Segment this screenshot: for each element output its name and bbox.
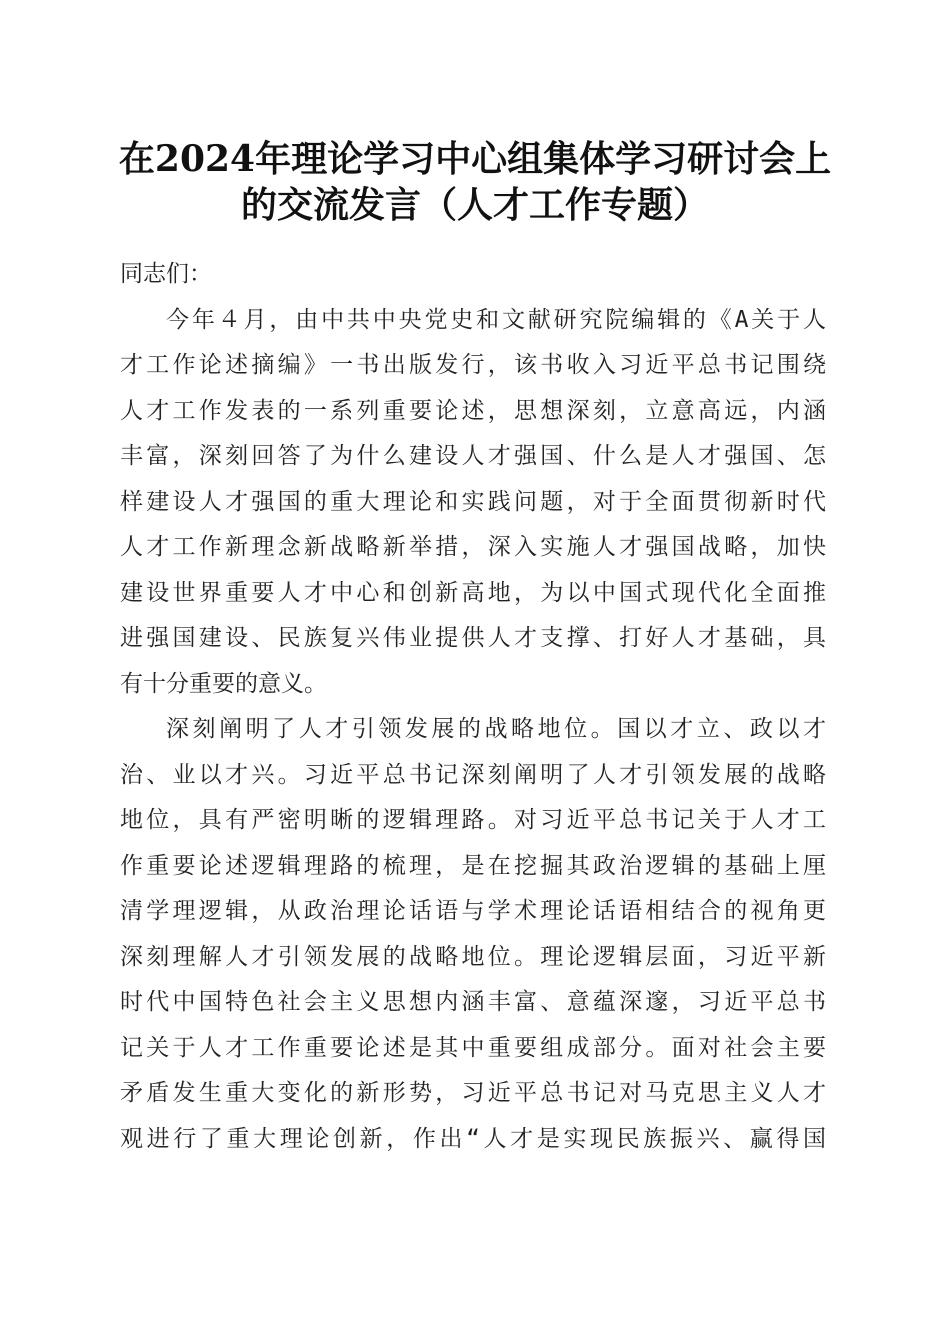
- paragraph-line: 才工作论述摘编》一书出版发行，该书收入习近平总书记围绕: [120, 352, 826, 378]
- title-line-1: 在2024年理论学习中心组集体学习研讨会上: [118, 138, 832, 180]
- paragraph-line: 治、业以才兴。习近平总书记深刻阐明了人才引领发展的战略: [120, 761, 826, 788]
- paragraph-1: [120, 298, 826, 708]
- paragraph-line: 今年４月，由中共中央党史和文献研究院编辑的《A关于人: [166, 306, 826, 333]
- paragraph-line: 有十分重要的意义。: [120, 670, 327, 697]
- paragraph-line: 清学理逻辑，从政治理论话语与学术理论话语相结合的视角更: [120, 898, 826, 924]
- paragraph-line: 进强国建设、民族复兴伟业提供人才支撑、打好人才基础，具: [120, 625, 826, 651]
- paragraph-line: 深刻阐明了人才引领发展的战略地位。国以才立、政以才: [166, 716, 826, 742]
- paragraph-line: 建设世界重要人才中心和创新高地，为以中国式现代化全面推: [120, 579, 826, 606]
- paragraph-line: 人才工作新理念新战略新举措，深入实施人才强国战略，加快: [120, 534, 826, 560]
- title-line-2: 的交流发言（人才工作专题）: [240, 184, 709, 226]
- paragraph-line: 样建设人才强国的重大理论和实践问题，对于全面贯彻新时代: [120, 488, 826, 515]
- paragraph-line: 深刻理解人才引领发展的战略地位。理论逻辑层面，习近平新: [120, 943, 826, 970]
- paragraph-line: 作重要论述逻辑理路的梳理，是在挖掘其政治逻辑的基础上厘: [120, 852, 826, 879]
- paragraph-line: 记关于人才工作重要论述是其中重要组成部分。面对社会主要: [120, 1034, 826, 1061]
- paragraph-line: 人才工作发表的一系列重要论述，思想深刻，立意高远，内涵: [120, 397, 826, 424]
- paragraph-2: [120, 707, 826, 1162]
- paragraph-line: 地位，具有严密明晰的逻辑理路。对习近平总书记关于人才工: [120, 807, 826, 833]
- document-body: [120, 252, 826, 1162]
- paragraph-line: 矛盾发生重大变化的新形势，习近平总书记对马克思主义人才: [120, 1080, 826, 1106]
- paragraph-line: 观进行了重大理论创新，作出“人才是实现民族振兴、赢得国: [120, 1125, 826, 1152]
- paragraph-line: 丰富，深刻回答了为什么建设人才强国、什么是人才强国、怎: [120, 443, 826, 469]
- paragraph-line: 时代中国特色社会主义思想内涵丰富、意蕴深邃，习近平总书: [120, 989, 826, 1015]
- document-title: [100, 136, 850, 228]
- salutation: 同志们：: [120, 261, 212, 287]
